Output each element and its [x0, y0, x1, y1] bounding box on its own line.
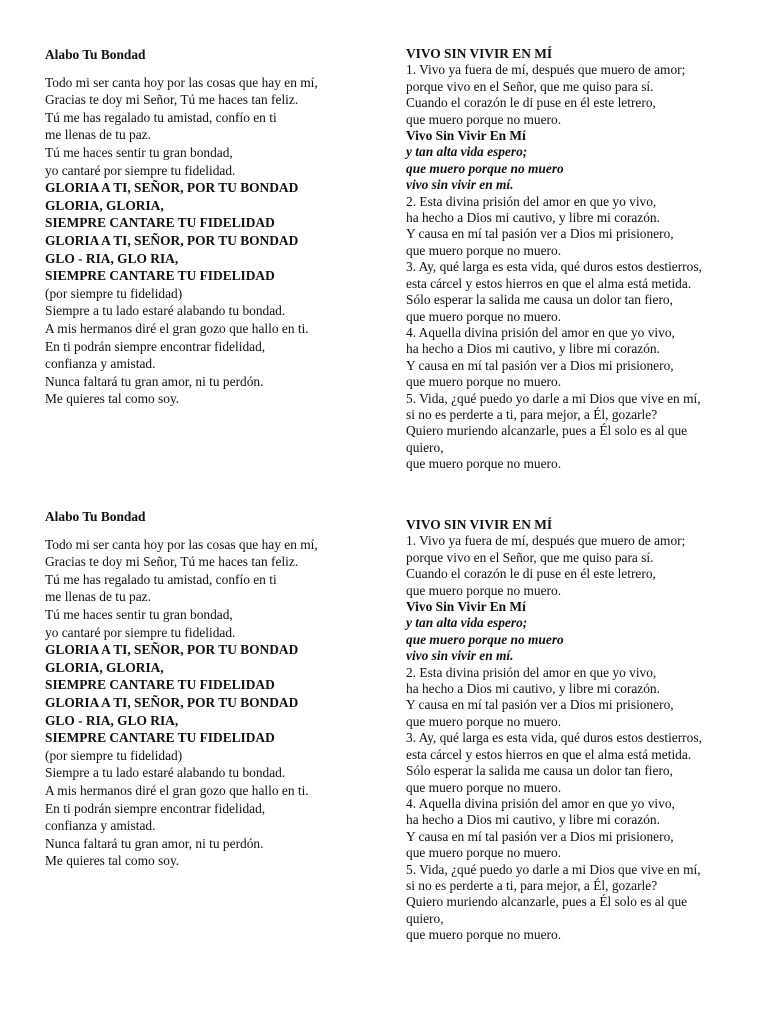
chorus-line: GLORIA, GLORIA, — [45, 659, 164, 675]
lyric-line: ha hecho a Dios mi cautivo, y libre mi corazón. — [406, 812, 660, 828]
lyric-line: 3. Ay, qué larga es esta vida, qué duros estos destierros, — [406, 259, 702, 275]
lyric-line: En ti podrán siempre encontrar fidelidad, — [45, 338, 266, 354]
song-vivo-bottom — [406, 517, 746, 944]
lyric-line: si no es perderte a ti, para mejor, a Él, gozarle? — [406, 877, 658, 893]
lyric-line: 1. Vivo ya fuera de mí, después que muero de amor; — [406, 62, 686, 78]
chorus-line: GLO - RIA, GLO RIA, — [45, 712, 179, 728]
lyric-line: 5. Vida, ¿qué puedo yo darle a mi Dios que vive en mí, — [406, 861, 701, 877]
lyric-line: Todo mi ser canta hoy por las cosas que hay en mí, — [45, 74, 318, 90]
lyric-line: esta cárcel y estos hierros en que el alma está metida. — [406, 746, 692, 762]
lyric-line: Y causa en mí tal pasión ver a Dios mi prisionero, — [406, 697, 674, 713]
lyric-line: 1. Vivo ya fuera de mí, después que muero de amor; — [406, 533, 686, 549]
lyric-line: Nunca faltará tu gran amor, ni tu perdón. — [45, 373, 264, 389]
lyric-line: Siempre a tu lado estaré alabando tu bondad. — [45, 303, 286, 319]
lyric-line: confianza y amistad. — [45, 818, 156, 834]
lyric-line: (por siempre tu fidelidad) — [45, 285, 183, 301]
song-title: Alabo Tu Bondad — [45, 509, 146, 524]
lyric-line: Cuando el corazón le di puse en él este letrero, — [406, 95, 656, 111]
chorus-line: que muero porque no muero — [406, 631, 564, 647]
chorus-line: GLORIA A TI, SEÑOR, POR TU BONDAD — [45, 642, 299, 658]
chorus-line: GLORIA A TI, SEÑOR, POR TU BONDAD — [45, 694, 299, 710]
song-title: VIVO SIN VIVIR EN MÍ — [406, 517, 553, 532]
lyric-line: que muero porque no muero. — [406, 456, 562, 472]
lyric-line: Y causa en mí tal pasión ver a Dios mi prisionero, — [406, 357, 674, 373]
lyric-line: me llenas de tu paz. — [45, 589, 151, 605]
chorus-line: SIEMPRE CANTARE TU FIDELIDAD — [45, 730, 275, 746]
song-title: VIVO SIN VIVIR EN MÍ — [406, 46, 553, 61]
chorus-line: GLORIA, GLORIA, — [45, 197, 164, 213]
lyric-line: esta cárcel y estos hierros en que el alma está metida. — [406, 275, 692, 291]
lyric-line: 3. Ay, qué larga es esta vida, qué duros estos destierros, — [406, 730, 702, 746]
lyric-line: Siempre a tu lado estaré alabando tu bondad. — [45, 765, 286, 781]
lyric-line: Tú me has regalado tu amistad, confío en ti — [45, 109, 277, 125]
chorus-line: GLORIA A TI, SEÑOR, POR TU BONDAD — [45, 180, 299, 196]
lyric-line: Y causa en mí tal pasión ver a Dios mi prisionero, — [406, 828, 674, 844]
lyric-line: yo cantaré por siempre tu fidelidad. — [45, 624, 236, 640]
lyric-line: porque vivo en el Señor, que me quiso para sí. — [406, 78, 654, 94]
lyric-line: que muero porque no muero. — [406, 111, 562, 127]
chorus-line: y tan alta vida espero; — [406, 144, 528, 160]
lyric-line: Quiero muriendo alcanzarle, pues a Él solo es al que — [406, 894, 688, 910]
lyric-line: Y causa en mí tal pasión ver a Dios mi prisionero, — [406, 226, 674, 242]
chorus-line: SIEMPRE CANTARE TU FIDELIDAD — [45, 268, 275, 284]
lyric-line: Gracias te doy mi Señor, Tú me haces tan feliz. — [45, 554, 299, 570]
lyric-line: Tú me has regalado tu amistad, confío en ti — [45, 571, 277, 587]
lyric-line: que muero porque no muero. — [406, 779, 562, 795]
lyric-line: ha hecho a Dios mi cautivo, y libre mi corazón. — [406, 681, 660, 697]
lyric-line: Quiero muriendo alcanzarle, pues a Él solo es al que — [406, 423, 688, 439]
lyric-line: (por siempre tu fidelidad) — [45, 747, 183, 763]
lyric-line: que muero porque no muero. — [406, 242, 562, 258]
chorus-title: Vivo Sin Vivir En Mí — [406, 128, 526, 144]
lyric-line: porque vivo en el Señor, que me quiso para sí. — [406, 549, 654, 565]
lyric-line: me llenas de tu paz. — [45, 127, 151, 143]
lyric-line: Gracias te doy mi Señor, Tú me haces tan feliz. — [45, 92, 299, 108]
lyric-line: que muero porque no muero. — [406, 582, 562, 598]
lyric-line: si no es perderte a ti, para mejor, a Él, gozarle? — [406, 406, 658, 422]
lyric-line: que muero porque no muero. — [406, 845, 562, 861]
chorus-line: vivo sin vivir en mí. — [406, 177, 514, 193]
lyric-line: Sólo esperar la salida me causa un dolor tan fiero, — [406, 763, 673, 779]
lyric-line: Tú me haces sentir tu gran bondad, — [45, 144, 233, 160]
chorus-line: SIEMPRE CANTARE TU FIDELIDAD — [45, 215, 275, 231]
lyric-line: Sólo esperar la salida me causa un dolor tan fiero, — [406, 292, 673, 308]
lyric-line: Cuando el corazón le di puse en él este letrero, — [406, 566, 656, 582]
lyric-line: En ti podrán siempre encontrar fidelidad, — [45, 800, 266, 816]
lyric-line: que muero porque no muero. — [406, 713, 562, 729]
lyric-line: ha hecho a Dios mi cautivo, y libre mi corazón. — [406, 210, 660, 226]
lyric-line: 4. Aquella divina prisión del amor en que yo vivo, — [406, 324, 675, 340]
lyric-line: 2. Esta divina prisión del amor en que yo vivo, — [406, 664, 657, 680]
chorus-line: y tan alta vida espero; — [406, 615, 528, 631]
lyric-line: Me quieres tal como soy. — [45, 853, 180, 869]
song-title: Alabo Tu Bondad — [45, 47, 146, 62]
lyric-line: que muero porque no muero. — [406, 374, 562, 390]
chorus-line: GLO - RIA, GLO RIA, — [45, 250, 179, 266]
song-alabo-bottom — [45, 508, 375, 870]
lyric-line: Me quieres tal como soy. — [45, 391, 180, 407]
lyric-line: Nunca faltará tu gran amor, ni tu perdón. — [45, 835, 264, 851]
lyric-line: confianza y amistad. — [45, 356, 156, 372]
lyric-line: 2. Esta divina prisión del amor en que yo vivo, — [406, 193, 657, 209]
chorus-line: SIEMPRE CANTARE TU FIDELIDAD — [45, 677, 275, 693]
lyric-line: yo cantaré por siempre tu fidelidad. — [45, 162, 236, 178]
lyric-line: 4. Aquella divina prisión del amor en que yo vivo, — [406, 795, 675, 811]
lyric-line: que muero porque no muero. — [406, 927, 562, 943]
lyric-line: quiero, — [406, 439, 444, 455]
lyric-line: que muero porque no muero. — [406, 308, 562, 324]
chorus-line: GLORIA A TI, SEÑOR, POR TU BONDAD — [45, 232, 299, 248]
chorus-title: Vivo Sin Vivir En Mí — [406, 599, 526, 615]
lyric-line: quiero, — [406, 910, 444, 926]
song-alabo-top — [45, 46, 375, 408]
lyric-line: A mis hermanos diré el gran gozo que hallo en ti. — [45, 320, 309, 336]
chorus-line: vivo sin vivir en mí. — [406, 648, 514, 664]
song-vivo-top — [406, 46, 746, 473]
lyric-line: Todo mi ser canta hoy por las cosas que hay en mí, — [45, 536, 318, 552]
lyric-line: A mis hermanos diré el gran gozo que hallo en ti. — [45, 782, 309, 798]
lyric-line: ha hecho a Dios mi cautivo, y libre mi corazón. — [406, 341, 660, 357]
chorus-line: que muero porque no muero — [406, 160, 564, 176]
lyric-line: Tú me haces sentir tu gran bondad, — [45, 606, 233, 622]
lyric-line: 5. Vida, ¿qué puedo yo darle a mi Dios que vive en mí, — [406, 390, 701, 406]
